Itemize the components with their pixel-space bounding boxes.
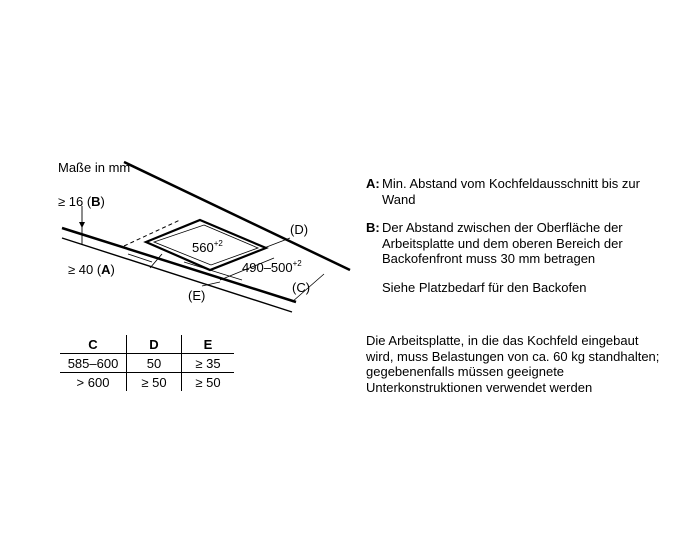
label-depth: $490-500^{+2}$ <box>242 259 302 275</box>
worktop-load-note: Die Arbeitsplatte, in die das Kochfeld eingebaut wird, muss Belastungen von ca. 60 kg standhalten; gegebenenfalls müssen geeignete Unterkonstruktionen verwendet werden <box>366 333 660 395</box>
note-a-text: Min. Abstand vom Kochfeldausschnitt bis zur Wand <box>382 176 640 207</box>
hidden-edge <box>124 220 180 246</box>
dimension-table <box>60 335 234 391</box>
dim-b-arrow <box>79 222 85 228</box>
table-cell: ≥ 50 <box>182 373 235 392</box>
table-row <box>60 373 234 392</box>
table-cell: 585–600 <box>60 354 127 373</box>
table-cell: ≥ 35 <box>182 354 235 373</box>
oven-note: Siehe Platzbedarf für den Backofen <box>382 279 587 295</box>
legend-notes <box>366 176 666 295</box>
table-header: C <box>60 335 127 354</box>
dim-d-line <box>264 238 290 248</box>
label-b: ≥ 16 (B) <box>58 194 105 209</box>
note-a <box>366 176 666 207</box>
label-c: (C) <box>292 280 311 295</box>
table-cell: ≥ 50 <box>127 373 182 392</box>
note-b-text: Der Abstand zwischen der Oberfläche der Arbeitsplatte und dem oberen Bereich der Backofenfront muss 30 mm betragen <box>382 220 623 266</box>
table-row <box>60 354 234 373</box>
table-header: D <box>127 335 182 354</box>
worktop-back-edge <box>124 162 350 270</box>
label-width: $560^{+2}$ <box>192 239 223 255</box>
table-header-row <box>60 335 234 354</box>
note-b-key: B: <box>366 220 380 235</box>
label-a: ≥ 40 (A) <box>68 262 115 277</box>
label-e: (E) <box>188 288 206 303</box>
table-cell: > 600 <box>60 373 127 392</box>
note-a-key: A: <box>366 176 380 191</box>
note-b <box>366 220 666 267</box>
table-header: E <box>182 335 235 354</box>
table-cell: 50 <box>127 354 182 373</box>
label-d: (D) <box>290 222 309 237</box>
units-label: Maße in mm <box>58 160 131 175</box>
